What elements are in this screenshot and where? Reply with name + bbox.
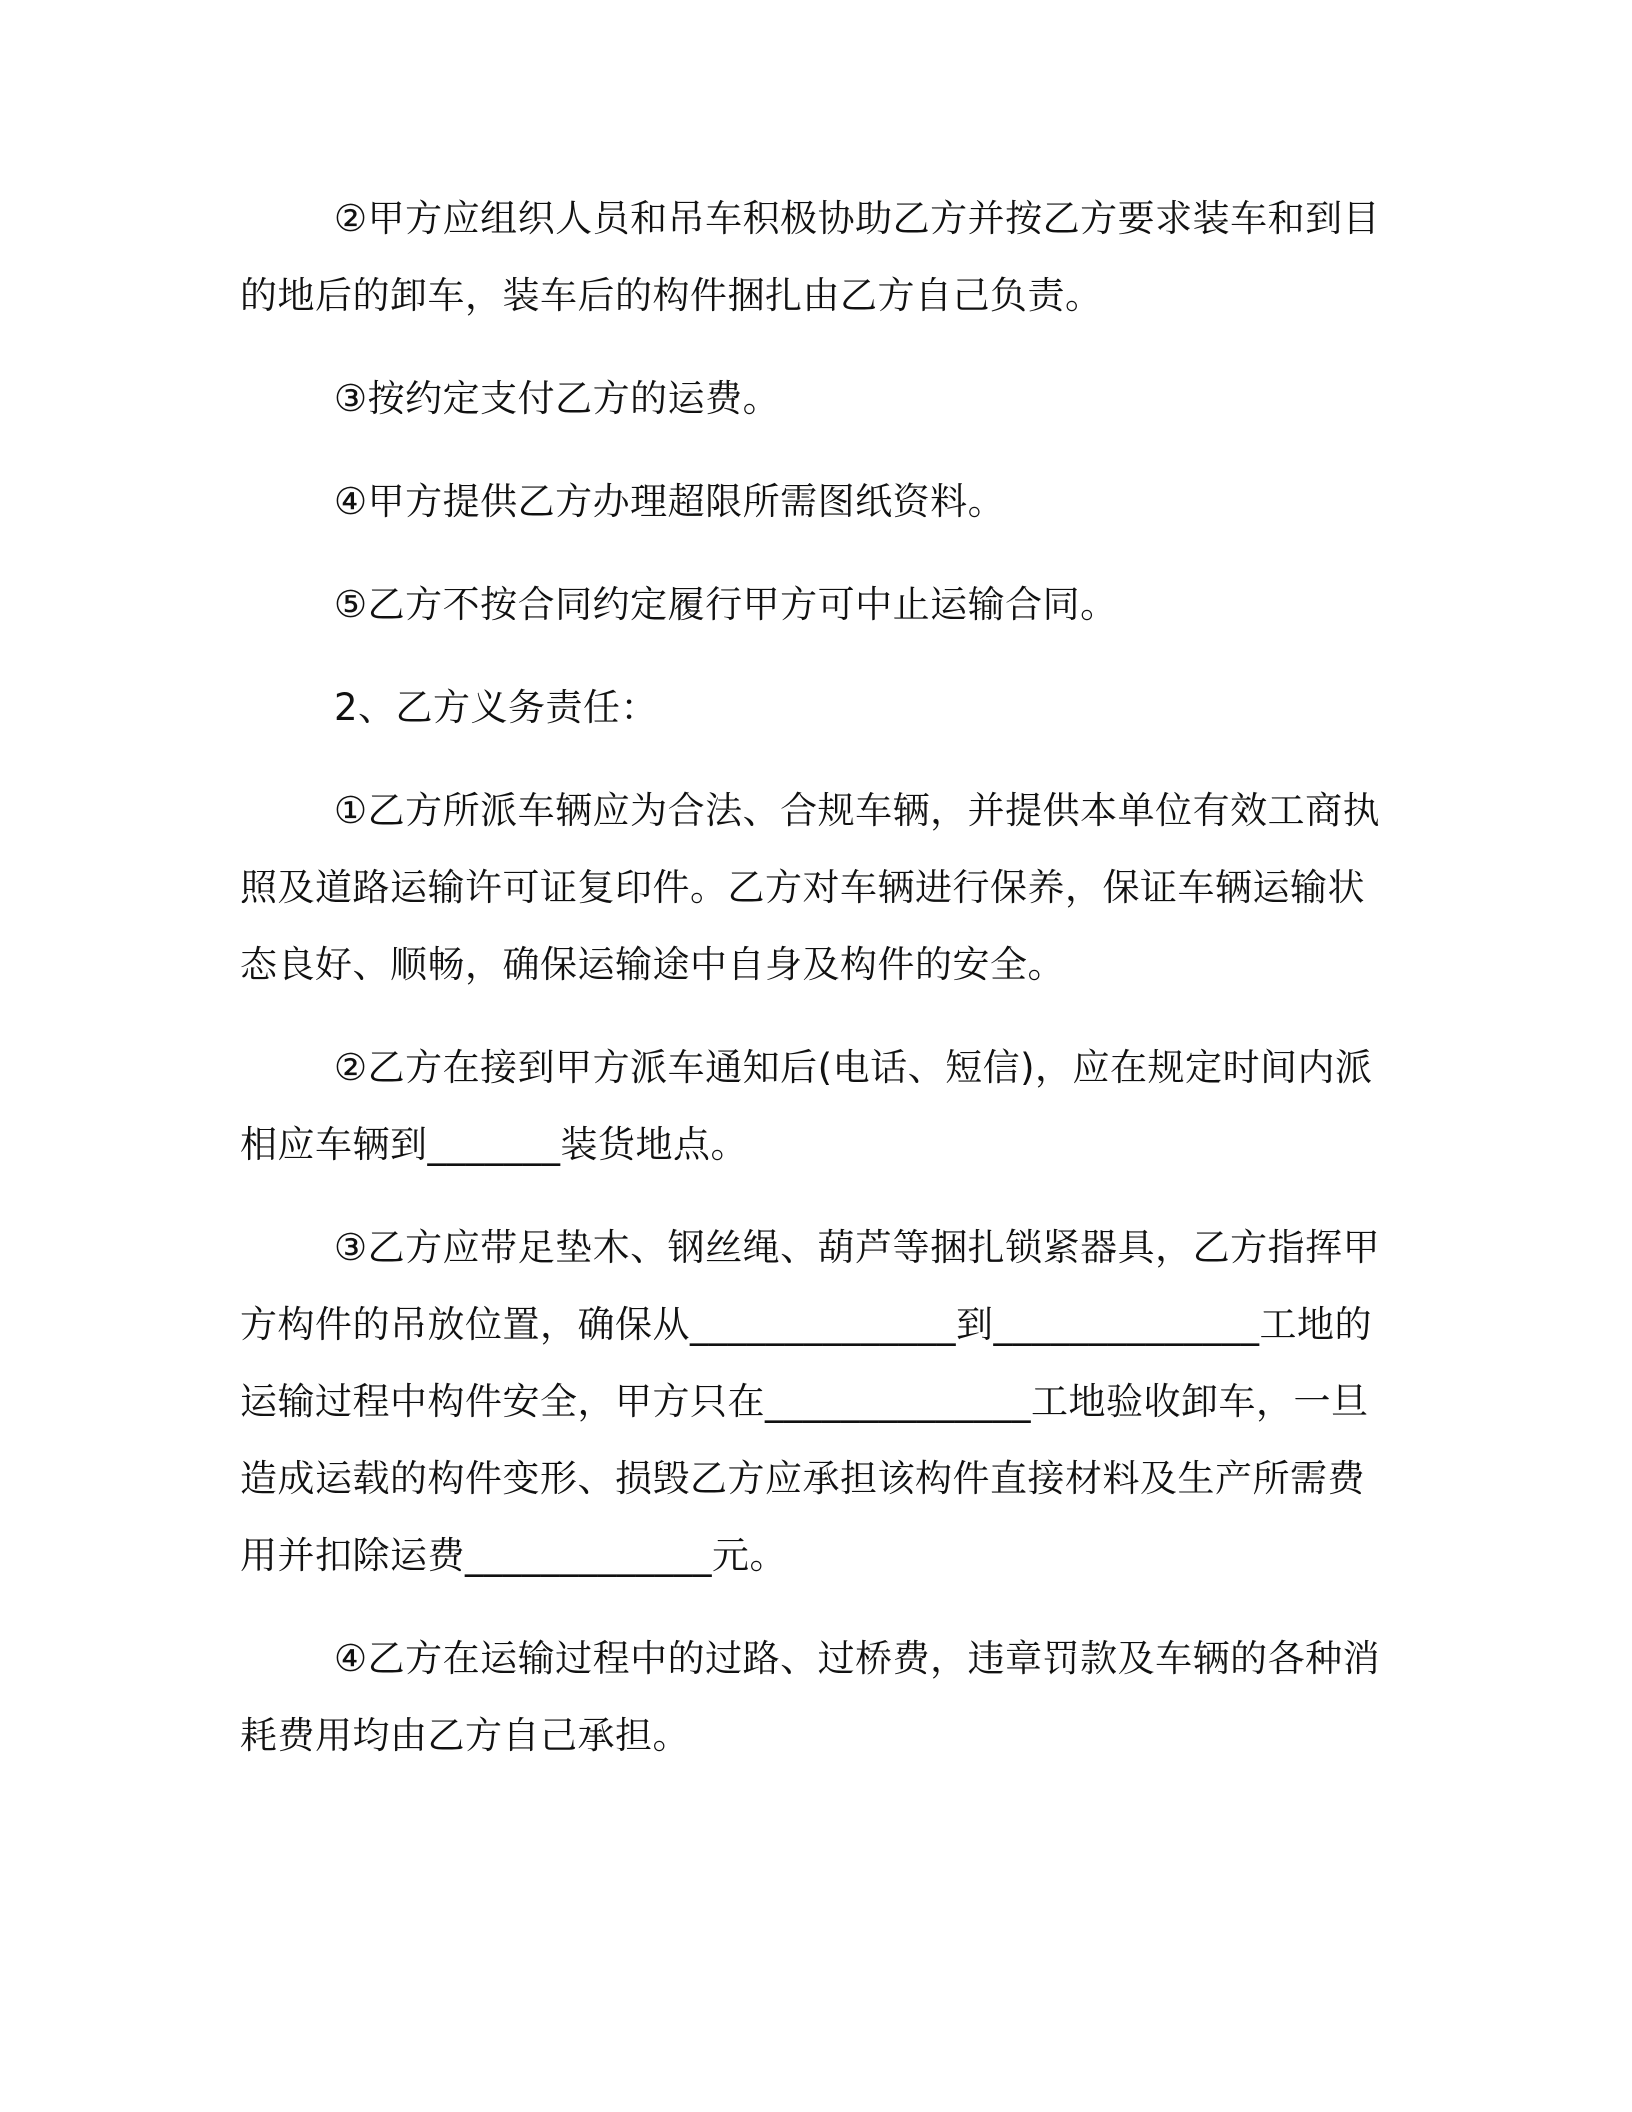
paragraph-termination: ⑤乙方不按合同约定履行甲方可中止运输合同。 xyxy=(334,583,1118,626)
paragraph-fees: ④乙方在运输过程中的过路、过桥费，违章罚款及车辆的各种消耗费用均由乙方自己承担。 xyxy=(240,1637,1381,1757)
paragraph-vehicle-compliance: ①乙方所派车辆应为合法、合规车辆，并提供本单位有效工商执照及道路运输许可证复印件。乙方对车辆进行保养，保证车辆运输状态良好、顺畅，确保运输途中自身及构件的安全。 xyxy=(240,789,1381,986)
paragraph-drawings: ④甲方提供乙方办理超限所需图纸资料。 xyxy=(334,480,1006,523)
paragraph-dispatch: ②乙方在接到甲方派车通知后(电话、短信)，应在规定时间内派相应车辆到_______装货地点。 xyxy=(240,1046,1373,1166)
section-heading-party-b: 2、乙方义务责任： xyxy=(334,686,659,729)
document-body xyxy=(240,180,1390,1800)
paragraph-payment: ③按约定支付乙方的运费。 xyxy=(334,377,781,420)
paragraph-party-a-loading: ②甲方应组织人员和吊车积极协助乙方并按乙方要求装车和到目的地后的卸车，装车后的构件捆扎由乙方自己负责。 xyxy=(240,197,1381,317)
paragraph-securing: ③乙方应带足垫木、钢丝绳、葫芦等捆扎锁紧器具，乙方指挥甲方构件的吊放位置，确保从______________到______________工地的运输过程中构件安全，甲方只在______________工地验收卸车，一旦造成运载的构件变形、损毁乙方应承担该构件直接材料及生产所需费用并扣除运费_____________元。 xyxy=(240,1226,1381,1577)
